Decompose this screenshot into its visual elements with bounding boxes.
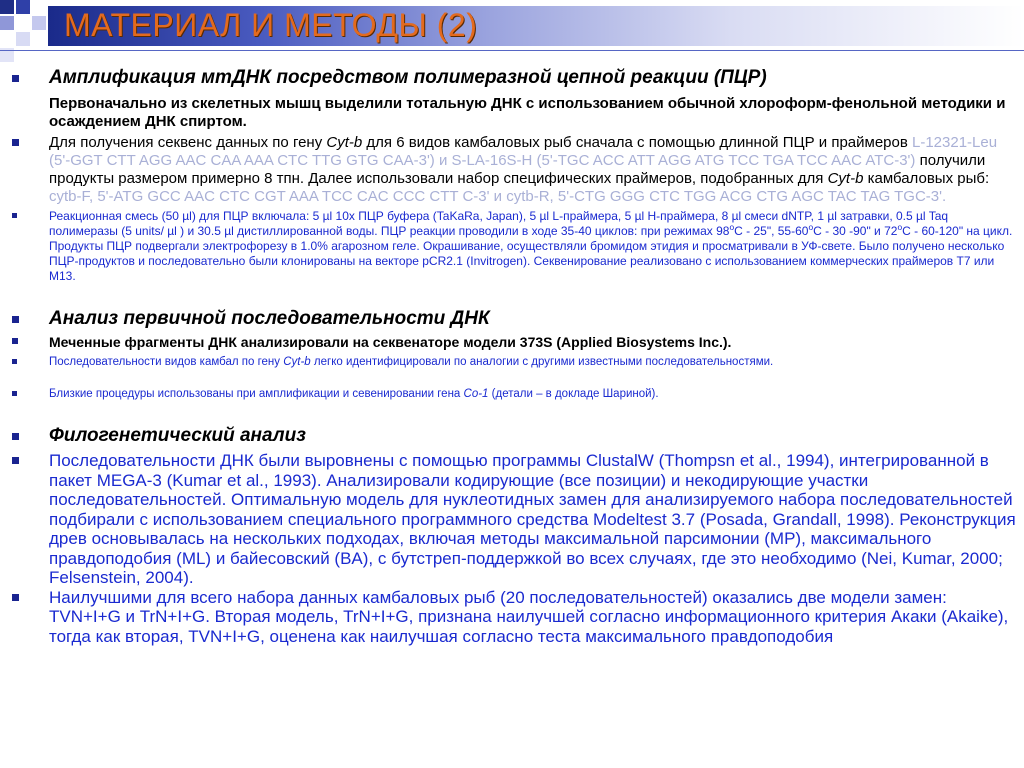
slide-title: МАТЕРИАЛ И МЕТОДЫ (2) [64,7,478,43]
section-heading: Филогенетический анализ [12,425,1016,447]
paragraph: Первоначально из скелетных мышц выделили тотальную ДНК с использованием обычной хлороформ-фенольной методики и осаждением ДНК спиртом. [49,95,1006,130]
section-heading: Анализ первичной последовательности ДНК [12,308,1016,330]
bullet-icon [12,594,19,601]
paragraph: Последовательности видов камбал по гену Cyt-b легко идентифицировали по аналогии с другими известными последовательностями. [12,355,1016,369]
decor-square [0,0,14,14]
bullet-icon [12,338,18,344]
paragraph: Последовательности ДНК были выровнены с помощью программы ClustalW (Thompsn et al., 1994), интегрированной в пакет MEGA-3 (Kumar et al., 1993). Анализировали кодирующие (все позиции) и некодирующие участки последовательностей. Оптимальную модель для нуклеотидных замен для анализируемого набора последовательностей подбирали с использованием специального программного средства Modeltest 3.7 (Posada, Grandall, 1998). Реконструкция древ основывалась на нескольких подходах, включая методы максимальной парсимонии (MP), максимального правдоподобия (ML) и байесовский (BA), с бутстреп-поддержкой во всех случаях, где это необходимо (Nei, Kumar, 2000; Felsenstein, 2004). [12,451,1016,588]
bullet-icon [12,213,17,218]
bullet-icon [12,433,19,440]
bullet-icon [12,457,19,464]
title-divider [0,50,1024,51]
paragraph: Для получения секвенс данных по гену Cyt-b для 6 видов камбаловых рыб сначала с помощью длинной ПЦР и праймеров L-12321-Leu (5'-GGT CTT AGG AAC CAA AAA CTC TTG GTG CAA-3') и S-LA-16S-H (5'-TGC ACC ATT AGG ATG TCC TGA TCC AAC ATC-3') получили продукты размером примерно 8 тпн. Далее использовали набор специфических праймеров, подобранных для Cyt-b камбаловых рыб: cytb-F, 5'-ATG GCC AAC CTC CGT AAA TCC CAC CCC CTT C-3' и cytb-R, 5'-CTG GGG CTC TGG ACG CTG AGC TAC TAG TGC-3'. [12,134,1016,206]
paragraph: Реакционная смесь (50 µl) для ПЦР включала: 5 µl 10х ПЦР буфера (TaKaRa, Japan), 5 µl L-праймера, 5 µl H-праймера, 8 µl смеси dNTP, 1 µl затравки, 0.5 µl Taq полимеразы (5 units/ µl ) и 30.5 µl дистиллированной воды. ПЦР реакции проводили в ходе 35-40 циклов: при режимах 98$^o$С - 25", 55-60$^o$С - 30 -90" и 72$^o$С - 60-120" на цикл. Продукты ПЦР подвергали электрофорезу в 1.0% агарозном геле. Окрашивание, осуществляли бромидом этидия и просматривали в УФ-свете. Было получено несколько ПЦР-продуктов и последовательно были клонированы на векторе pCR2.1 (Invitrogen). Секвенирование реализовано с использованием коммерческих праймеров Т7 или М13. [12,209,1016,284]
decor-square [0,16,14,30]
paragraph: Близкие процедуры использованы при амплификации и севенировании гена Co-1 (детали – в докладе Шариной). [12,387,1016,401]
paragraph: Меченные фрагменты ДНК анализировали на секвенаторе модели 373S (Applied Biosystems Inc.). [12,333,1016,351]
decor-square [16,0,30,14]
primer-sequence: cytb-F, 5'-ATG GCC AAC CTC CGT AAA TCC CAC CCC CTT C-3' и cytb-R, 5'-CTG GGG CTC TGG ACG CTG AGC TAC TAG TGC-3'. [49,188,947,205]
bullet-icon [12,391,17,396]
bullet-icon [12,359,17,364]
slide-body [12,64,1016,646]
section-heading: Амплификация мтДНК посредством полимеразной цепной реакции (ПЦР) [12,67,1016,89]
primer-sequence: L-12321-Leu (5'-GGT CTT AGG AAC CAA AAA CTC TTG GTG CAA-3') и S-LA-16S-H (5'-TGC ACC ATT AGG ATG TCC TGA TCC AAC ATC-3') [49,134,998,169]
bullet-icon [12,316,19,323]
paragraph: Наилучшими для всего набора данных камбаловых рыб (20 последовательностей) оказались две модели замен: TVN+I+G и TrN+I+G. Вторая модель, TrN+I+G, признана наилучшей согласно информационного критерия Акаки (Akaike), тогда как вторая, TVN+I+G, оценена как наилучшая согласно теста максимального правдоподобия [12,588,1016,647]
bullet-icon [12,139,19,146]
decor-square [16,32,30,46]
bullet-icon [12,75,19,82]
decor-square [32,16,46,30]
